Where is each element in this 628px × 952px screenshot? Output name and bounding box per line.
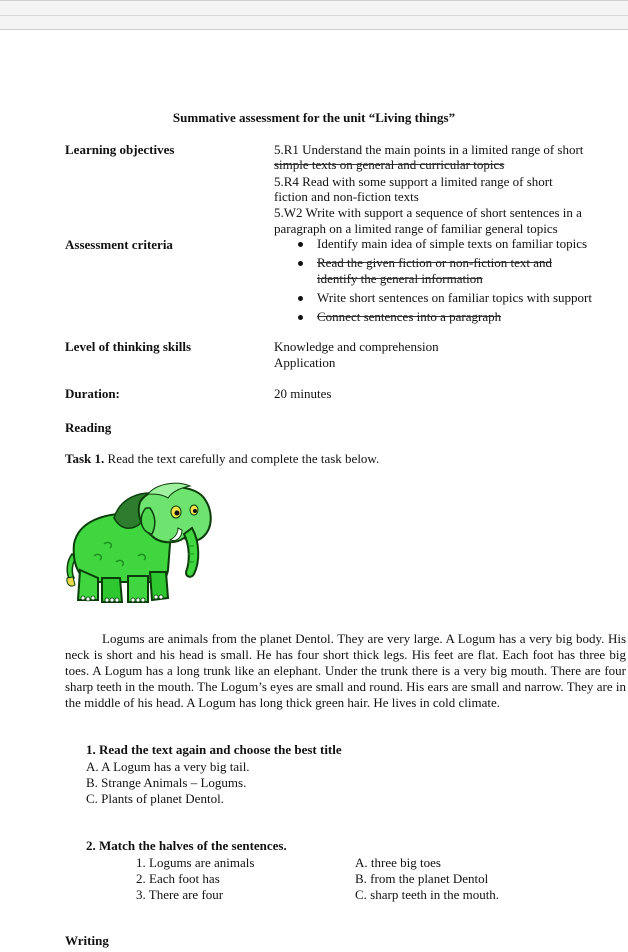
objective-line-6: paragraph on a limited range of familiar general topics [274,221,558,236]
criteria-item: Write short sentences on familiar topics with support [274,290,624,306]
duration-label: Duration: [65,386,120,401]
match-right-a: A. three big toes [355,855,441,870]
task1-instruction: Task 1. Read the text carefully and complete the task below. [65,451,380,466]
match-left-3: 3. There are four [136,887,224,902]
criteria-item-continued: identify the general information [317,271,483,286]
thinking-skill-1: Knowledge and comprehension [274,339,439,354]
question-1-title: 1. Read the text again and choose the best title [86,742,342,757]
criteria-item: Connect sentences into a paragraph [274,309,624,325]
criteria-item: Identify main idea of simple texts on familiar topics [274,236,624,252]
thinking-skills-label: Level of thinking skills [65,339,192,354]
question-1-option-b: B. Strange Animals – Logums. [86,775,247,790]
match-right-c: C. sharp teeth in the mouth. [355,887,500,902]
objective-line-5: 5.W2 Write with support a sequence of short sentences in a [274,205,582,220]
objective-line-4: fiction and non-fiction texts [274,189,419,204]
objective-line-2: simple texts on general and curricular topics [274,157,505,172]
match-left-2: 2. Each foot has [136,871,220,886]
question-1-option-c: C. Plants of planet Dentol. [86,791,224,806]
thinking-skill-2: Application [274,355,336,370]
logum-mammoth-illustration [64,482,218,606]
section-reading-heading: Reading [65,420,112,435]
duration-value: 20 minutes [274,386,332,401]
criteria-item: Read the given fiction or non-fiction text and [274,255,624,271]
document-title: Summative assessment for the unit “Living things” [172,110,456,125]
match-right-b: B. from the planet Dentol [355,871,489,886]
learning-objectives-label: Learning objectives [65,142,175,157]
criteria-list [274,236,624,328]
objective-line-1: 5.R1 Understand the main points in a limited range of short [274,142,584,157]
question-1-option-a: A. A Logum has a very big tail. [86,759,250,774]
section-writing-heading: Writing [65,933,109,948]
viewer-top-bar [0,0,628,30]
assessment-criteria-label: Assessment criteria [65,237,173,252]
objective-line-3: 5.R4 Read with some support a limited range of short [274,174,553,189]
reading-passage: Logums are animals from the planet Dentol. They are very large. A Logum has a very big body. His neck is short and his head is small. He has four short thick legs. His feet are flat. Each foot has three big toes. A Logum has a long trunk like an elephant. Under the trunk there is a very big mouth. There are four sharp teeth in the mouth. The Logum’s eyes are small and round. His ears are small and narrow. They are in the middle of his head. A Logum has long thick green hair. He lives in cold climate. [65,631,626,710]
match-left-1: 1. Logums are animals [136,855,255,870]
question-2-title: 2. Match the halves of the sentences. [86,838,287,853]
